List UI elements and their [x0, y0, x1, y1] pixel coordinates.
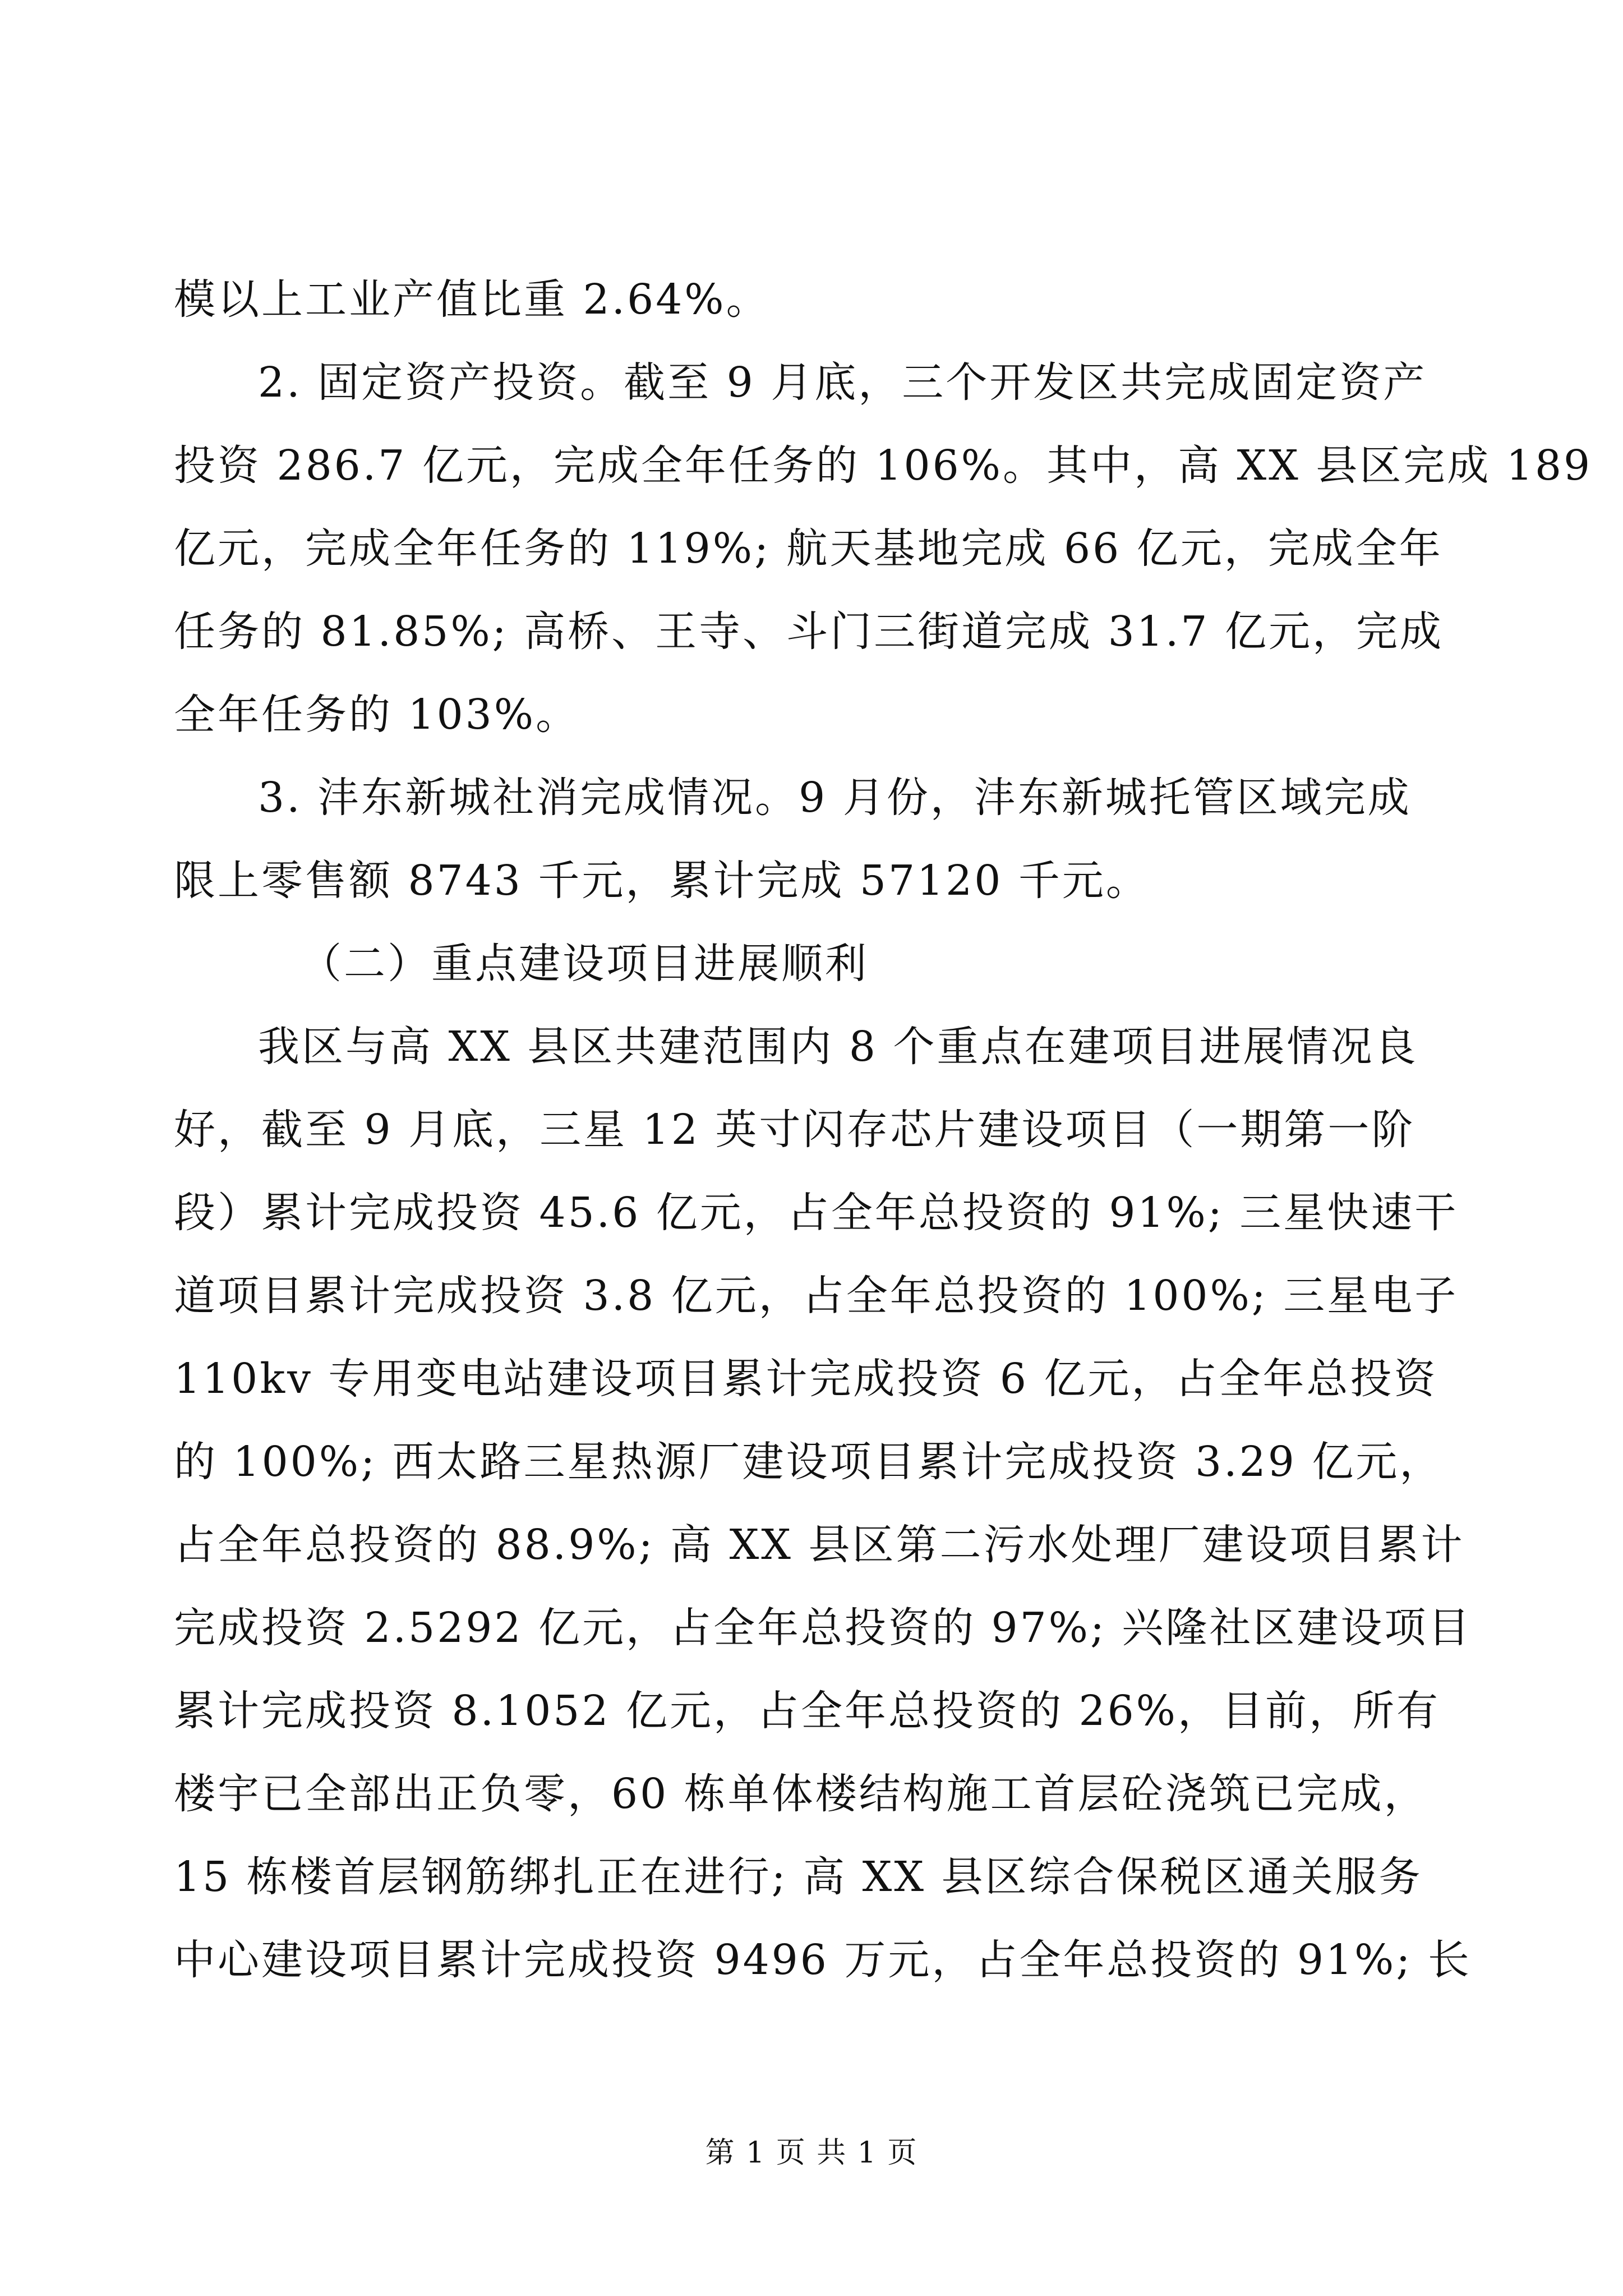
text-line: 15 栋楼首层钢筋绑扎正在进行; 高 XX 县区综合保税区通关服务 [174, 1853, 1423, 1901]
text-line: 的 100%; 西太路三星热源厂建设项目累计完成投资 3.29 亿元， [174, 1438, 1444, 1486]
text-line: 道项目累计完成投资 3.8 亿元，占全年总投资的 100%; 三星电子 [174, 1272, 1459, 1320]
text-line: 全年任务的 103%。 [174, 691, 580, 739]
text-line: 亿元，完成全年任务的 119%; 航天基地完成 66 亿元，完成全年 [174, 524, 1443, 573]
text-line: 段）累计完成投资 45.6 亿元，占全年总投资的 91%; 三星快速干 [174, 1189, 1459, 1237]
text-line: 投资 286.7 亿元，完成全年任务的 106%。其中，高 XX 县区完成 189 [174, 441, 1593, 490]
text-line: 占全年总投资的 88.9%; 高 XX 县区第二污水处理厂建设项目累计 [174, 1521, 1465, 1569]
page-number-footer: 第 1 页 共 1 页 [705, 2136, 918, 2170]
text-line: 累计完成投资 8.1052 亿元，占全年总投资的 26%，目前，所有 [174, 1687, 1440, 1735]
text-line: 楼宇已全部出正负零，60 栋单体楼结构施工首层砼浇筑已完成， [174, 1770, 1428, 1818]
section-paragraph-fixed-assets: 2. 固定资产投资。截至 9 月底，三个开发区共完成固定资产 [258, 358, 1427, 407]
document-body [174, 258, 1593, 2001]
text-line: 模以上工业产值比重 2.64%。 [174, 275, 770, 324]
section-heading: （二）重点建设项目进展顺利 [300, 940, 869, 988]
text-line: 限上零售额 8743 千元，累计完成 57120 千元。 [174, 857, 1150, 905]
text-line: 任务的 81.85%; 高桥、王寺、斗门三街道完成 31.7 亿元，完成 [174, 608, 1444, 656]
text-line: 好，截至 9 月底，三星 12 英寸闪存芯片建设项目（一期第一阶 [174, 1106, 1415, 1154]
text-line: 110kv 专用变电站建设项目累计完成投资 6 亿元，占全年总投资 [174, 1355, 1438, 1403]
section-paragraph-projects: 我区与高 XX 县区共建范围内 8 个重点在建项目进展情况良 [258, 1023, 1418, 1071]
section-paragraph-retail: 3. 沣东新城社消完成情况。9 月份，沣东新城托管区域完成 [258, 774, 1412, 822]
text-line: 完成投资 2.5292 亿元，占全年总投资的 97%; 兴隆社区建设项目 [174, 1604, 1472, 1652]
text-line: 中心建设项目累计完成投资 9496 万元，占全年总投资的 91%; 长 [174, 1936, 1472, 1984]
